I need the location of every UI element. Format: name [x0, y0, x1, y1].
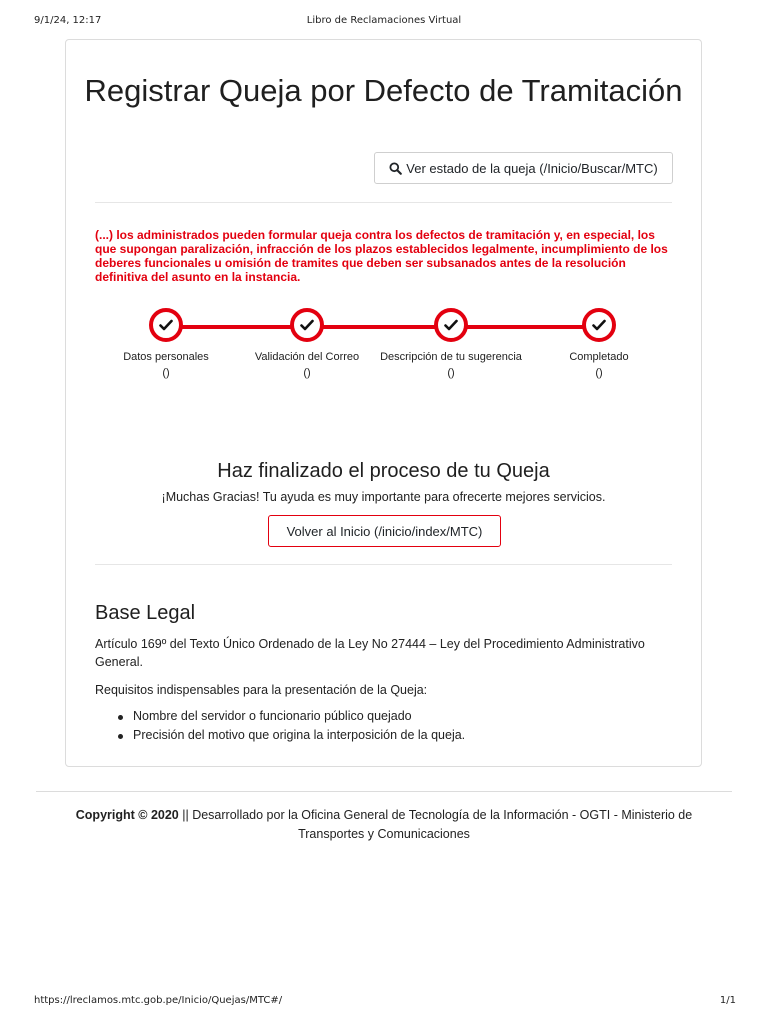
footer-credits: || Desarrollado por la Oficina General de Tecnología de la Información - OGTI - Ministerio de Transportes y Comunicaciones: [178, 808, 693, 841]
list-item: Precisión del motivo que origina la interposición de la queja.: [95, 726, 465, 745]
requirements-list: [95, 707, 465, 745]
print-header: [0, 15, 768, 29]
step-label: Validación del Correo: [254, 351, 360, 363]
divider: [95, 202, 672, 203]
check-icon: [300, 319, 314, 331]
step-circle: [149, 308, 183, 342]
footer-divider: [36, 791, 732, 792]
legal-notice: (...) los administrados pueden formular queja contra los defectos de tramitación y, en especial, los que supongan paralización, infracción de los plazos establecidos legalmente, incumplimiento de los deberes funcionales u omisión de tramites que deben ser subsanados antes de la resolución definitiva del asunto en la instancia.: [95, 228, 668, 284]
step-sub: (): [595, 367, 603, 379]
site-footer: [50, 806, 718, 844]
back-home-button[interactable]: Volver al Inicio (/inicio/index/MTC): [268, 515, 501, 547]
check-status-label: Ver estado de la queja (/Inicio/Buscar/MTC): [406, 160, 658, 176]
step-sub: (): [162, 367, 170, 379]
step-sub: (): [303, 367, 311, 379]
print-page-number: 1/1: [719, 995, 736, 1006]
print-url: https://lreclamos.mtc.gob.pe/Inicio/Quejas/MTC#/: [34, 995, 283, 1006]
legal-title: Base Legal: [95, 602, 196, 624]
print-footer: [0, 995, 768, 1009]
step-label: Completado: [569, 351, 629, 363]
stepper-line: [166, 325, 599, 329]
step-circle: [434, 308, 468, 342]
copyright: Copyright © 2020: [75, 808, 179, 822]
finish-message: ¡Muchas Gracias! Tu ayuda es muy importante para ofrecerte mejores servicios.: [161, 490, 606, 504]
requirements-intro: Requisitos indispensables para la presentación de la Queja:: [95, 683, 428, 697]
print-doc-title: Libro de Reclamaciones Virtual: [306, 15, 462, 26]
step-sub: (): [447, 367, 455, 379]
search-icon: [389, 162, 402, 175]
check-icon: [159, 319, 173, 331]
list-item: Nombre del servidor o funcionario público quejado: [95, 707, 465, 726]
progress-stepper: [66, 308, 703, 388]
step-circle: [582, 308, 616, 342]
print-datetime: 9/1/24, 12:17: [34, 15, 102, 26]
step-circle: [290, 308, 324, 342]
legal-article: Artículo 169º del Texto Único Ordenado de la Ley No 27444 – Ley del Procedimiento Administrativo General.: [95, 637, 645, 669]
step-label: Datos personales: [123, 351, 209, 363]
divider: [95, 564, 672, 565]
finish-title: Haz finalizado el proceso de tu Queja: [217, 460, 550, 482]
complaint-card: [65, 39, 702, 767]
check-status-button[interactable]: [374, 152, 673, 184]
check-icon: [592, 319, 606, 331]
step-label: Descripción de tu sugerencia: [380, 351, 522, 363]
check-icon: [444, 319, 458, 331]
page-title: Registrar Queja por Defecto de Tramitación: [84, 73, 683, 108]
